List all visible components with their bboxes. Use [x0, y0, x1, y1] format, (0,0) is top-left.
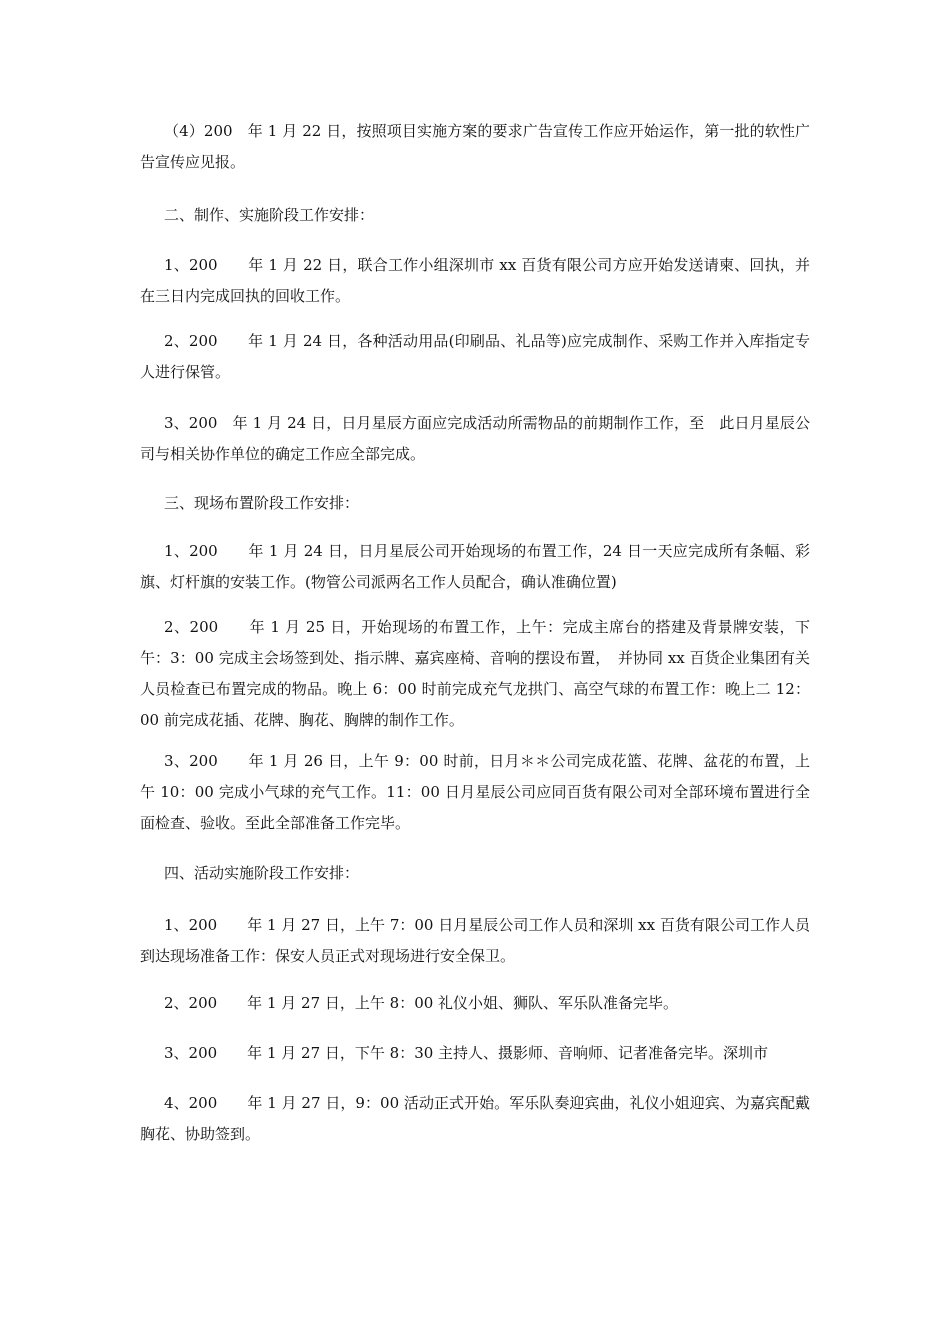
heading-implementation-stage: 四、活动实施阶段工作安排： [164, 864, 360, 882]
paragraph-production-2: 2、200 年 1 月 24 日，各种活动用品(印刷品、礼品等)应完成制作、采购工作并入库指定专人进行保管。 [140, 332, 810, 381]
paragraph-setup-1: 1、200 年 1 月 24 日，日月星辰公司开始现场的布置工作，24 日一天应完成所有条幅、彩旗、灯杆旗的安装工作。(物管公司派两名工作人员配合，确认准确位置) [140, 542, 810, 591]
paragraph-ad-launch: （4）200 年 1 月 22 日，按照项目实施方案的要求广告宣传工作应开始运作，第一批的软性广告宣传应见报。 [140, 122, 810, 171]
paragraph-implementation-3: 3、200 年 1 月 27 日，下午 8：30 主持人、摄影师、音响师、记者准备完毕。深圳市 [164, 1044, 769, 1062]
paragraph-production-3: 3、200 年 1 月 24 日，日月星辰方面应完成活动所需物品的前期制作工作，至 此日月星辰公司与相关协作单位的确定工作应全部完成。 [140, 414, 810, 463]
paragraph-implementation-1: 1、200 年 1 月 27 日，上午 7：00 日月星辰公司工作人员和深圳 xx 百货有限公司工作人员到达现场准备工作：保安人员正式对现场进行安全保卫。 [140, 916, 810, 965]
paragraph-implementation-2: 2、200 年 1 月 27 日，上午 8：00 礼仪小姐、狮队、军乐队准备完毕。 [164, 994, 679, 1012]
paragraph-setup-3: 3、200 年 1 月 26 日，上午 9：00 时前，日月＊＊公司完成花篮、花牌、盆花的布置，上午 10：00 完成小气球的充气工作。11：00 日月星辰公司应同百货有限公司对全部环境布置进行全面检查、验收。至此全部准备工作完毕。 [140, 752, 810, 832]
heading-setup-stage: 三、现场布置阶段工作安排： [164, 494, 360, 512]
paragraph-setup-2: 2、200 年 1 月 25 日，开始现场的布置工作，上午：完成主席台的搭建及背景牌安装，下午：3：00 完成主会场签到处、指示牌、嘉宾座椅、音响的摆设布置， 并协同 xx 百货企业集团有关人员检查已布置完成的物品。晚上 6：00 时前完成充气龙拱门、高空气球的布置工作：晚上二 12：00 前完成花插、花牌、胸花、胸牌的制作工作。 [140, 618, 810, 729]
paragraph-production-1: 1、200 年 1 月 22 日，联合工作小组深圳市 xx 百货有限公司方应开始发送请柬、回执，并在三日内完成回执的回收工作。 [140, 256, 810, 305]
paragraph-implementation-4: 4、200 年 1 月 27 日，9：00 活动正式开始。军乐队奏迎宾曲，礼仪小姐迎宾、为嘉宾配戴胸花、协助签到。 [140, 1094, 810, 1143]
heading-production-stage: 二、制作、实施阶段工作安排： [164, 206, 375, 224]
